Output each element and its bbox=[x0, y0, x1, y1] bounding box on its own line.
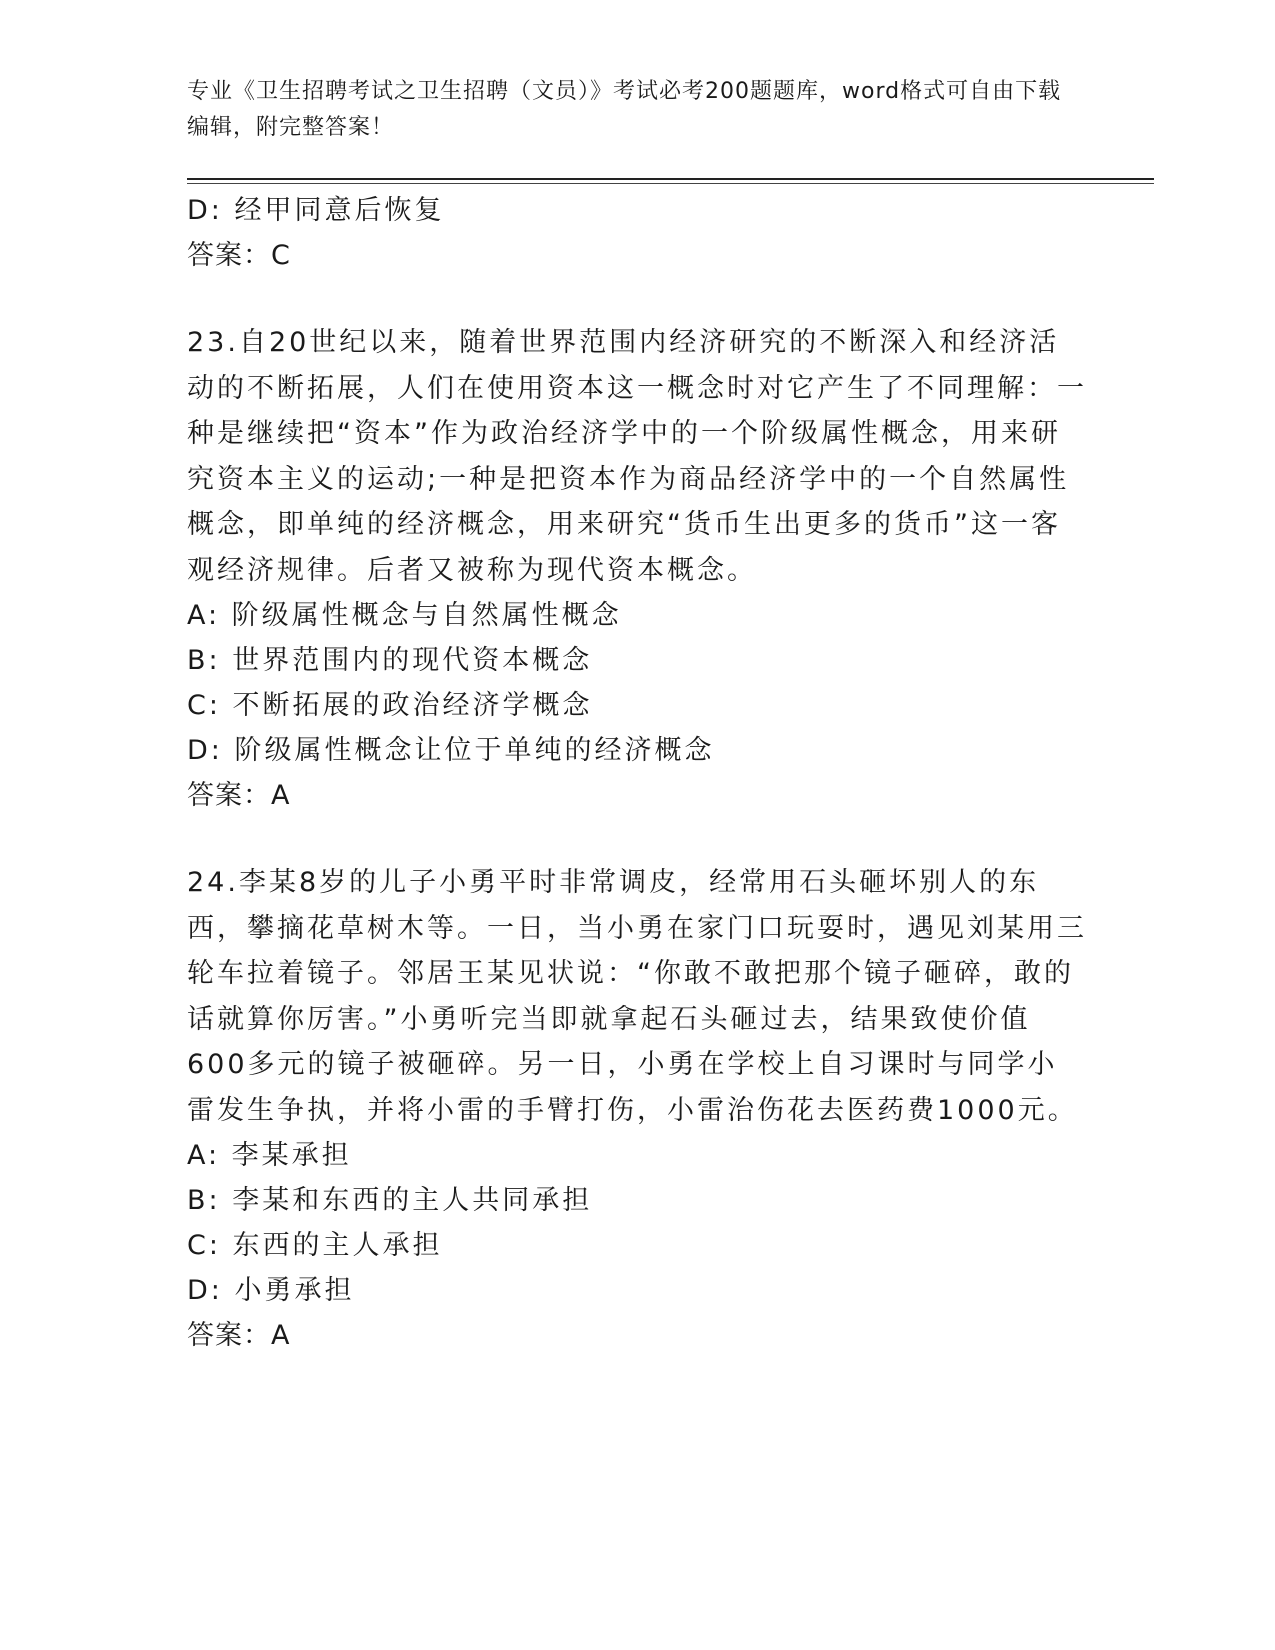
q24-option-d: D: 小勇承担 bbox=[187, 1275, 355, 1306]
q22-option-d: D: 经甲同意后恢复 bbox=[187, 195, 445, 226]
q23-option-b: B: 世界范围内的现代资本概念 bbox=[187, 645, 593, 676]
q23-stem: 23.自20世纪以来，随着世界范围内经济研究的不断深入和经济活动的不断拓展，人们在使用资本这一概念时对它产生了不同理解：一种是继续把“资本”作为政治经济学中的一个阶级属性概念，用来研究资本主义的运动;一种是把资本作为商品经济学中的一个自然属性概念，即单纯的经济概念，用来研究“货币生出更多的货币”这一客观经济规律。后者又被称为现代资本概念。 bbox=[187, 327, 1087, 586]
q24-option-a: A: 李某承担 bbox=[187, 1140, 352, 1171]
header-divider-thin bbox=[187, 183, 1154, 184]
q23-option-a: A: 阶级属性概念与自然属性概念 bbox=[187, 600, 622, 631]
q24-option-c: C: 东西的主人承担 bbox=[187, 1230, 443, 1261]
document-body bbox=[187, 188, 1087, 1358]
q23-answer: 答案：A bbox=[187, 780, 291, 811]
q23-option-d: D: 阶级属性概念让位于单纯的经济概念 bbox=[187, 735, 715, 766]
q24-stem: 24.李某8岁的儿子小勇平时非常调皮，经常用石头砸坏别人的东西，攀摘花草树木等。一日，当小勇在家门口玩耍时，遇见刘某用三轮车拉着镜子。邻居王某见状说：“你敢不敢把那个镜子砸碎，敢的话就算你厉害。”小勇听完当即就拿起石头砸过去，结果致使价值600多元的镜子被砸碎。另一日，小勇在学校上自习课时与同学小雷发生争执，并将小雷的手臂打伤，小雷治伤花去医药费1000元。 bbox=[187, 867, 1087, 1126]
q23-option-c: C: 不断拓展的政治经济学概念 bbox=[187, 690, 593, 721]
q24-answer: 答案：A bbox=[187, 1320, 291, 1351]
q24-option-b: B: 李某和东西的主人共同承担 bbox=[187, 1185, 593, 1216]
header-divider-thick bbox=[187, 178, 1154, 180]
q22-answer: 答案：C bbox=[187, 240, 291, 271]
document-header: 专业《卫生招聘考试之卫生招聘（文员）》考试必考200题题库，word格式可自由下载编辑，附完整答案！ bbox=[187, 79, 1062, 140]
